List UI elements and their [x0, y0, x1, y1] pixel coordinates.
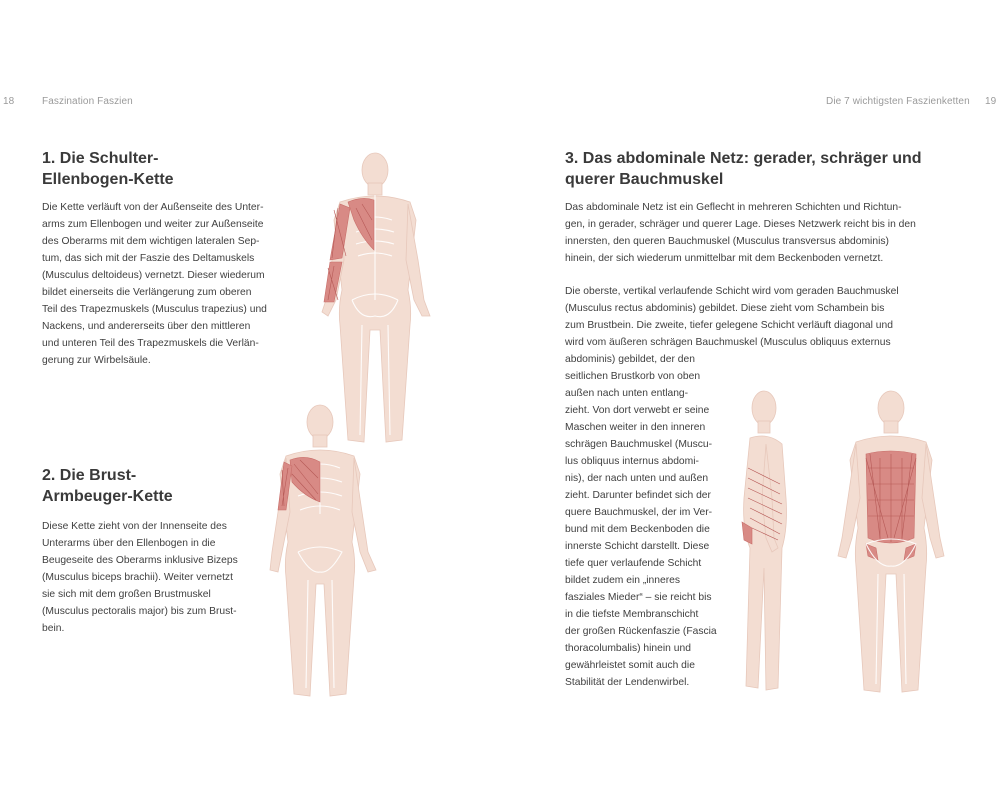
- text-line: bein.: [42, 623, 65, 634]
- text-line: gewährleistet somit auch die: [565, 660, 695, 671]
- text-line: der großen Rückenfaszie (Fascia: [565, 626, 717, 637]
- text-line: Beugeseite des Oberarms inklusive Bizeps: [42, 555, 238, 566]
- text-line: Die oberste, vertikal verlaufende Schicht wird vom geraden Bauchmuskel: [565, 286, 899, 297]
- heading-line: 2. Die Brust-: [42, 467, 137, 484]
- text-line: des Oberarms mit dem wichtigen lateralen Sep-: [42, 236, 260, 247]
- heading-line: querer Bauchmuskel: [565, 171, 724, 188]
- section2-heading: [42, 465, 173, 507]
- text-line: innersten, den queren Bauchmuskel (Musculus transversus abdominis): [565, 236, 889, 247]
- text-line: Das abdominale Netz ist ein Geflecht in mehreren Schichten und Richtun-: [565, 202, 902, 213]
- text-line: tum, das sich mit der Faszie des Deltamuskels: [42, 253, 255, 264]
- text-line: bildet zudem ein „inneres: [565, 575, 681, 586]
- text-line: gerung zur Wirbelsäule.: [42, 355, 151, 366]
- text-line: und unteren Teil des Trapezmuskels die Verlän-: [42, 338, 259, 349]
- text-line: außen nach unten entlang-: [565, 388, 689, 399]
- text-line: zieht. Darunter befindet sich der: [565, 490, 711, 501]
- text-line: bildet einerseits die Verlängerung zum oberen: [42, 287, 252, 298]
- text-line: nis), der nach unten und außen: [565, 473, 709, 484]
- text-line: (Musculus pectoralis major) bis zum Brust-: [42, 606, 237, 617]
- heading-line: Ellenbogen-Kette: [42, 171, 174, 188]
- heading-line: 1. Die Schulter-: [42, 150, 159, 167]
- front-view-chest-arm-illustration: [270, 402, 380, 702]
- text-line: bund mit dem Beckenboden die: [565, 524, 710, 535]
- right-running-title: Die 7 wichtigsten Faszienketten: [826, 96, 970, 107]
- text-line: (Musculus biceps brachii). Weiter vernetzt: [42, 572, 233, 583]
- text-line: Diese Kette zieht von der Innenseite des: [42, 521, 227, 532]
- section1-heading: [42, 148, 174, 190]
- text-line: in die tiefste Membranschicht: [565, 609, 699, 620]
- text-line: hinein, der sich wiederum unmittelbar mit dem Beckenboden vernetzt.: [565, 253, 884, 264]
- section2-body: [42, 518, 238, 637]
- body-silhouette: [322, 153, 430, 442]
- text-line: zum Brustbein. Die zweite, tiefer gelegene Schicht verläuft diagonal und: [565, 320, 893, 331]
- text-line: (Musculus rectus abdominis) gebildet. Diese zieht vom Schambein bis: [565, 303, 885, 314]
- section3-paragraph-1: [565, 199, 916, 267]
- body-silhouette: [270, 405, 376, 696]
- left-page-number: 18: [3, 96, 15, 107]
- front-view-abdominal-muscles-illustration: [836, 388, 946, 702]
- text-line: (Musculus deltoideus) vernetzt. Dieser wiederum: [42, 270, 265, 281]
- section1-body: [42, 199, 267, 369]
- text-line: innerste Schicht darstellt. Diese: [565, 541, 710, 552]
- text-line: Die Kette verläuft von der Außenseite des Unter-: [42, 202, 264, 213]
- text-line: sie sich mit dem großen Brustmuskel: [42, 589, 211, 600]
- text-line: thoracolumbalis) hinein und: [565, 643, 691, 654]
- text-line: seitlichen Brustkorb von oben: [565, 371, 701, 382]
- text-line: wird vom äußeren schrägen Bauchmuskel (Musculus obliquus externus: [565, 337, 891, 348]
- right-page-number: 19: [985, 96, 997, 107]
- text-line: Stabilität der Lendenwirbel.: [565, 677, 690, 688]
- text-line: Teil des Trapezmuskels (Musculus trapezius) und: [42, 304, 267, 315]
- text-line: arms zum Ellenbogen und weiter zur Außenseite: [42, 219, 264, 230]
- section3-heading: [565, 148, 922, 190]
- heading-line: Armbeuger-Kette: [42, 488, 173, 505]
- text-line: Nackens, und andererseits über den mittleren: [42, 321, 251, 332]
- left-running-title: Faszination Faszien: [42, 96, 133, 107]
- text-line: abdominis) gebildet, der den: [565, 354, 695, 365]
- heading-line: 3. Das abdominale Netz: gerader, schräger und: [565, 150, 922, 167]
- text-line: lus obliquus internus abdomi-: [565, 456, 699, 467]
- text-line: fasziales Mieder“ – sie reicht bis: [565, 592, 712, 603]
- text-line: quere Bauchmuskel, der im Ver-: [565, 507, 713, 518]
- text-line: zieht. Von dort verwebt er seine: [565, 405, 710, 416]
- text-line: Maschen weiter in den inneren: [565, 422, 706, 433]
- side-view-abdominal-net-illustration: [728, 388, 806, 702]
- text-line: Unterarms über den Ellenbogen in die: [42, 538, 216, 549]
- text-line: tiefe quer verlaufende Schicht: [565, 558, 702, 569]
- text-line: schrägen Bauchmuskel (Muscu-: [565, 439, 713, 450]
- text-line: gen, in gerader, schräger und querer Lage. Dieses Netzwerk reicht bis in den: [565, 219, 916, 230]
